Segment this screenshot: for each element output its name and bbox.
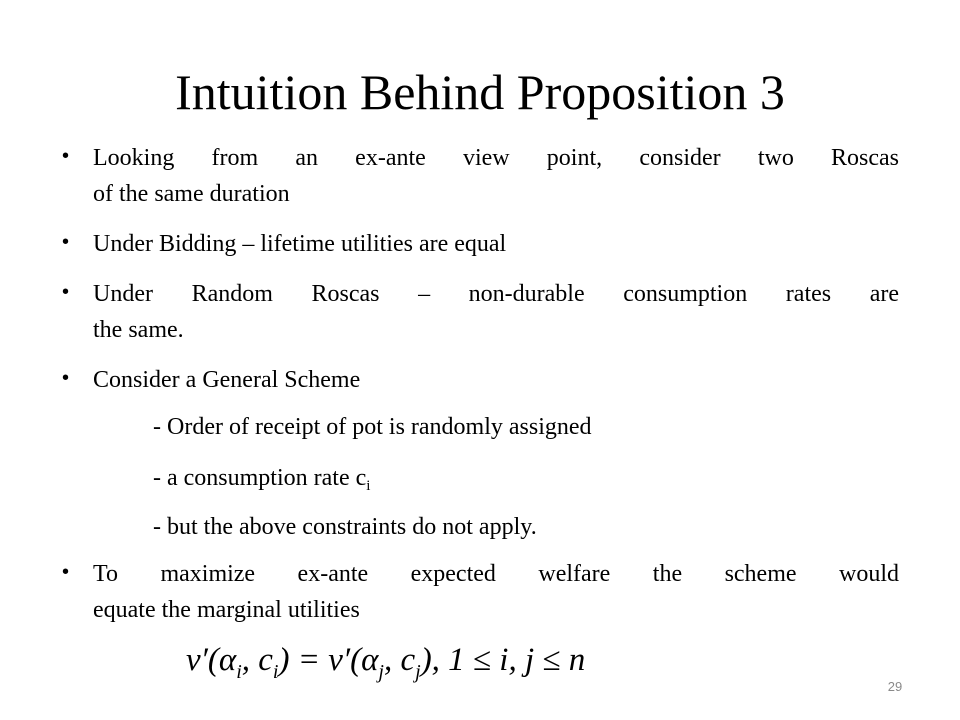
bullet-icon: • — [62, 145, 70, 167]
sub-item: - but the above constraints do not apply. — [153, 514, 537, 540]
bullet-icon: • — [62, 231, 70, 253]
bullet-text-line: the same. — [93, 317, 184, 343]
sub-item — [153, 462, 370, 502]
bullet-text-line: Looking from an ex-ante view point, consider two Roscas — [93, 145, 899, 171]
sub-item-text: - a consumption rate c — [153, 465, 367, 491]
bullet-icon: • — [62, 561, 70, 583]
bullet-icon: • — [62, 367, 70, 389]
bullet-text-line: To maximize ex-ante expected welfare the scheme would — [93, 561, 899, 587]
bullet-icon: • — [62, 281, 70, 303]
subscript: i — [366, 478, 371, 494]
bullet-text-line: of the same duration — [93, 181, 290, 207]
equation: $v'(\alpha_i$, $c_i) = v'(\alpha_j$, $c_j$), 1 ≤ i, j ≤ n — [186, 642, 586, 683]
slide-title: Intuition Behind Proposition 3 — [175, 64, 785, 120]
bullet-text-line: Under Bidding – lifetime utilities are equal — [93, 231, 507, 257]
sub-item: - Order of receipt of pot is randomly assigned — [153, 414, 592, 440]
bullet-text-line: Under Random Roscas – non-durable consumption rates are — [93, 281, 899, 307]
bullet-text-line: equate the marginal utilities — [93, 597, 360, 623]
page-number: 29 — [887, 679, 903, 694]
bullet-text-line: Consider a General Scheme — [93, 367, 361, 393]
